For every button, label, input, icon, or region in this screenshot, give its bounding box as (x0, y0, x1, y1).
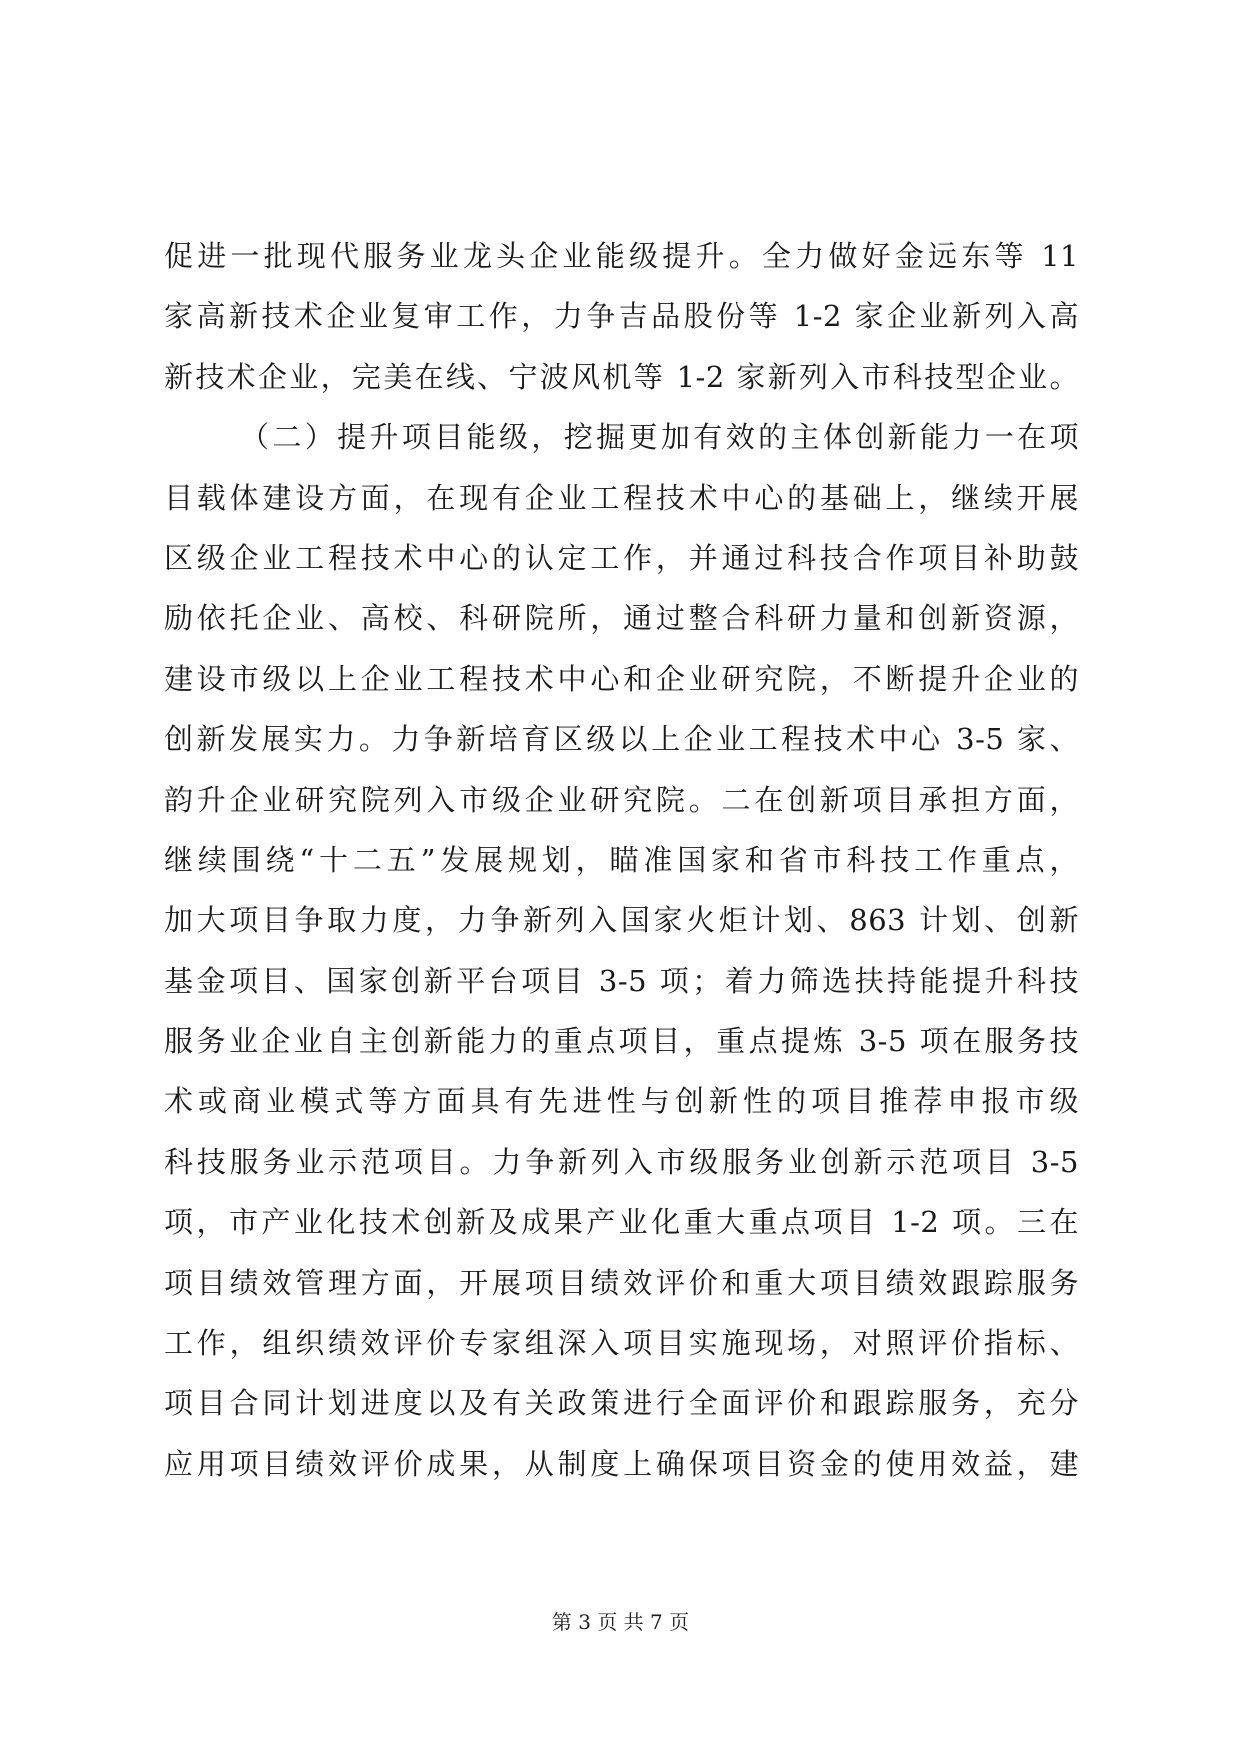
text-line: 服务业企业自主创新能力的重点项目，重点提炼 3-5 项在服务技 (164, 1024, 1079, 1059)
text-line: 家高新技术企业复审工作，力争吉品股份等 1-2 家企业新列入高 (164, 299, 1079, 334)
text-line: 创新发展实力。力争新培育区级以上企业工程技术中心 3-5 家、 (164, 722, 1079, 757)
text-line: 项目合同计划进度以及有关政策进行全面评价和跟踪服务，充分 (164, 1386, 1079, 1421)
text-line: 项，市产业化技术创新及成果产业化重大重点项目 1-2 项。三在 (164, 1205, 1079, 1240)
text-line: 促进一批现代服务业龙头企业能级提升。全力做好金远东等 11 (164, 239, 1079, 273)
text-line: 基金项目、国家创新平台项目 3-5 项；着力筛选扶持能提升科技 (164, 963, 1079, 998)
text-line: 励依托企业、高校、科研院所，通过整合科研力量和创新资源， (164, 601, 1079, 636)
text-line: 工作，组织绩效评价专家组深入项目实施现场，对照评价指标、 (164, 1326, 1079, 1361)
text-line: 建设市级以上企业工程技术中心和企业研究院，不断提升企业的 (164, 661, 1079, 696)
page-number-footer: 第 3 页 共 7 页 (551, 1610, 690, 1634)
text-line: 继续围绕“十二五”发展规划，瞄准国家和省市科技工作重点， (164, 842, 1079, 877)
text-line: 科技服务业示范项目。力争新列入市级服务业创新示范项目 3-5 (164, 1144, 1079, 1179)
body-text (164, 226, 1079, 1494)
text-line: 术或商业模式等方面具有先进性与创新性的项目推荐申报市级 (164, 1084, 1079, 1119)
text-line: 韵升企业研究院列入市级企业研究院。二在创新项目承担方面， (164, 782, 1079, 817)
text-line: 应用项目绩效评价成果，从制度上确保项目资金的使用效益，建 (164, 1446, 1079, 1481)
text-line: 新技术企业，完美在线、宁波风机等 1-2 家新列入市科技型企业。 (164, 359, 1079, 394)
text-line: 区级企业工程技术中心的认定工作，并通过科技合作项目补助鼓 (164, 540, 1079, 575)
text-line: 项目绩效管理方面，开展项目绩效评价和重大项目绩效跟踪服务 (164, 1265, 1079, 1300)
text-line: 目载体建设方面，在现有企业工程技术中心的基础上，继续开展 (164, 480, 1079, 515)
section-heading-line: （二）提升项目能级，挖掘更加有效的主体创新能力一在项 (240, 420, 1079, 455)
text-line: 加大项目争取力度，力争新列入国家火炬计划、863 计划、创新 (164, 903, 1079, 938)
